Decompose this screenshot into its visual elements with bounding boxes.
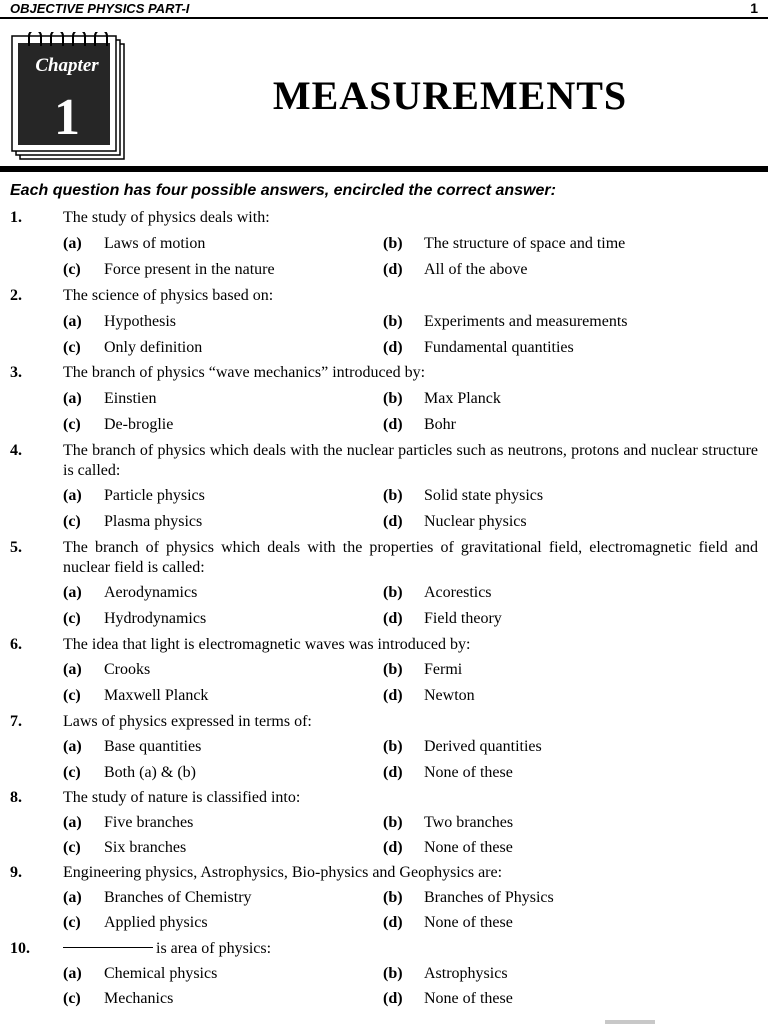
option-letter: (d)	[383, 261, 403, 278]
option-text: Fundamental quantities	[424, 339, 574, 356]
question-text: The study of physics deals with:	[63, 209, 270, 226]
option-text: Only definition	[104, 339, 203, 356]
option-letter: (b)	[383, 738, 403, 755]
option-text: Five branches	[104, 814, 194, 831]
question	[10, 538, 758, 578]
chapter-label: Chapter	[35, 55, 99, 76]
option-letter: (d)	[383, 610, 403, 627]
option-text: Experiments and measurements	[424, 313, 628, 330]
option-letter: (c)	[63, 764, 81, 781]
option-letter: (c)	[63, 261, 81, 278]
option-letter: (a)	[63, 661, 82, 678]
option-letter: (c)	[63, 339, 81, 356]
question	[10, 788, 758, 808]
option-text: All of the above	[424, 261, 528, 278]
option-text: Six branches	[104, 839, 187, 856]
option-text: Max Planck	[424, 390, 501, 407]
question-number: 8.	[10, 789, 22, 806]
option-text: Branches of Physics	[424, 889, 554, 906]
option-letter: (b)	[383, 965, 403, 982]
option-text: Field theory	[424, 610, 502, 627]
option-text: None of these	[424, 764, 513, 781]
running-head	[10, 0, 758, 17]
question	[10, 208, 758, 228]
option-text: Astrophysics	[424, 965, 508, 982]
question-number: 9.	[10, 864, 22, 881]
question-number: 6.	[10, 636, 22, 653]
option-text: Plasma physics	[104, 513, 203, 530]
header-rule	[0, 17, 768, 19]
option-text: Both (a) & (b)	[104, 764, 196, 781]
option-letter: (d)	[383, 839, 403, 856]
option-letter: (a)	[63, 390, 82, 407]
option-letter: (a)	[63, 889, 82, 906]
question	[10, 863, 758, 883]
option-text: Bohr	[424, 416, 456, 433]
option-text: Maxwell Planck	[104, 687, 209, 704]
option-letter: (d)	[383, 914, 403, 931]
answer-blank	[63, 947, 153, 948]
question	[10, 712, 758, 732]
page-edge-mark	[605, 1020, 655, 1024]
question	[10, 286, 758, 306]
question	[10, 441, 758, 481]
option-letter: (b)	[383, 661, 403, 678]
question	[10, 363, 758, 383]
option-text: Einstien	[104, 390, 157, 407]
option-letter: (c)	[63, 610, 81, 627]
option-letter: (c)	[63, 687, 81, 704]
option-letter: (b)	[383, 313, 403, 330]
option-letter: (b)	[383, 390, 403, 407]
option-letter: (c)	[63, 416, 81, 433]
option-text: None of these	[424, 914, 513, 931]
question-number: 10.	[10, 940, 30, 957]
option-letter: (a)	[63, 487, 82, 504]
option-text: Laws of motion	[104, 235, 206, 252]
option-letter: (d)	[383, 764, 403, 781]
question-number: 7.	[10, 713, 22, 730]
option-text: Hydrodynamics	[104, 610, 207, 627]
question-number: 2.	[10, 287, 22, 304]
option-text: Force present in the nature	[104, 261, 275, 278]
question	[10, 939, 758, 959]
question-text: The idea that light is electromagnetic waves was introduced by:	[63, 636, 471, 653]
option-letter: (c)	[63, 513, 81, 530]
question-text: The science of physics based on:	[63, 287, 274, 304]
option-text: Aerodynamics	[104, 584, 198, 601]
question-text: The branch of physics which deals with the nuclear particles such as neutrons, protons and nuclear structure is called:	[63, 442, 758, 479]
option-letter: (b)	[383, 889, 403, 906]
option-letter: (d)	[383, 416, 403, 433]
question-text: is area of physics:	[156, 940, 272, 957]
question-number: 5.	[10, 539, 22, 556]
question-text: Engineering physics, Astrophysics, Bio-physics and Geophysics are:	[63, 864, 503, 881]
option-text: Chemical physics	[104, 965, 218, 982]
option-text: The structure of space and time	[424, 235, 626, 252]
question-text: The study of nature is classified into:	[63, 789, 301, 806]
option-text: Derived quantities	[424, 738, 542, 755]
question-number: 1.	[10, 209, 22, 226]
option-text: Solid state physics	[424, 487, 544, 504]
option-letter: (a)	[63, 814, 82, 831]
option-text: None of these	[424, 839, 513, 856]
question-number: 3.	[10, 364, 22, 381]
title-rule	[0, 166, 768, 172]
option-letter: (b)	[383, 235, 403, 252]
option-text: Base quantities	[104, 738, 202, 755]
option-text: None of these	[424, 990, 513, 1007]
chapter-badge	[11, 32, 128, 162]
option-text: Applied physics	[104, 914, 208, 931]
option-letter: (c)	[63, 914, 81, 931]
option-text: Particle physics	[104, 487, 205, 504]
option-text: Nuclear physics	[424, 513, 527, 530]
option-text: Fermi	[424, 661, 463, 678]
option-text: Acorestics	[424, 584, 492, 601]
option-text: Crooks	[104, 661, 151, 678]
option-text: Newton	[424, 687, 475, 704]
option-text: Two branches	[424, 814, 514, 831]
option-letter: (a)	[63, 235, 82, 252]
option-text: Hypothesis	[104, 313, 176, 330]
option-letter: (b)	[383, 487, 403, 504]
option-letter: (a)	[63, 313, 82, 330]
instruction: Each question has four possible answers, encircled the correct answer:	[10, 182, 556, 199]
option-letter: (a)	[63, 738, 82, 755]
chapter-title: MEASUREMENTS	[272, 73, 628, 118]
option-letter: (b)	[383, 584, 403, 601]
question-text: The branch of physics which deals with the properties of gravitational field, electromagnetic field and nuclear field is called:	[63, 539, 758, 576]
running-title: OBJECTIVE PHYSICS PART-I	[10, 1, 190, 16]
question	[10, 635, 758, 655]
page-number: 1	[750, 0, 758, 16]
option-letter: (d)	[383, 513, 403, 530]
chapter-number: 1	[54, 89, 80, 146]
option-letter: (c)	[63, 990, 81, 1007]
option-letter: (d)	[383, 339, 403, 356]
option-letter: (d)	[383, 990, 403, 1007]
question-text: Laws of physics expressed in terms of:	[63, 713, 312, 730]
option-letter: (a)	[63, 965, 82, 982]
option-letter: (b)	[383, 814, 403, 831]
question-number: 4.	[10, 442, 22, 459]
option-letter: (a)	[63, 584, 82, 601]
option-text: De-broglie	[104, 416, 174, 433]
option-letter: (c)	[63, 839, 81, 856]
question-text: The branch of physics “wave mechanics” introduced by:	[63, 364, 426, 381]
option-text: Branches of Chemistry	[104, 889, 252, 906]
option-letter: (d)	[383, 687, 403, 704]
option-text: Mechanics	[104, 990, 174, 1007]
